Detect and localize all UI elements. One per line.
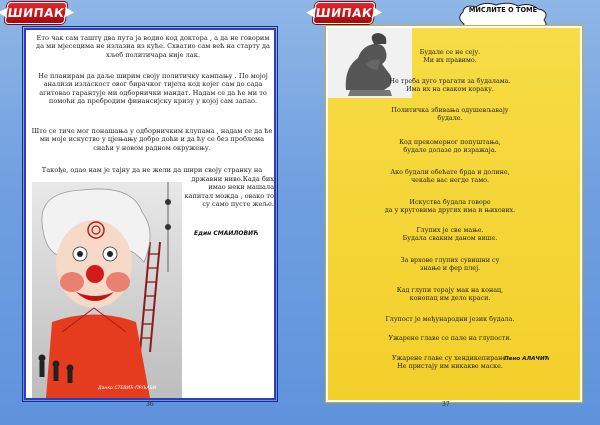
quote: Глупост је међународни језик будала. — [385, 315, 515, 323]
section-heading: МИСЛИТЕ О ТОМЕ — [468, 6, 538, 14]
quote: За врхове глупих сувишни су знање и фер плеј. — [400, 256, 500, 273]
wing-icon — [371, 7, 383, 18]
quote: Политичка збивања одушевљавају будале. — [391, 106, 509, 123]
wing-icon — [63, 7, 75, 18]
author-signature: Пено АЛАЧИЋ — [504, 356, 550, 362]
quote: Код прекомерног попуштања, будале долазе до изражаја. — [399, 138, 501, 155]
right-page — [300, 0, 600, 425]
logo-text: ШИПАК — [314, 6, 374, 20]
clown-caricature-image — [32, 182, 182, 398]
page-number: 37 — [442, 401, 450, 408]
quotes-panel — [328, 28, 580, 400]
paragraph: Ето чак сам таштү два пута ја водио код доктора , а да не говорим да ми мјесецима не излазиа из куће. Схватио сам већ на старту да хљеб политичара није лак. — [36, 34, 270, 59]
quote: Глупих је све мање. Будала сваким даном више. — [402, 226, 498, 243]
logo-text: ШИПАК — [6, 6, 66, 20]
quote: Кад глупи терају мак на конац, конопац им дело краси. — [396, 286, 504, 303]
quote: Искуства будала говоре да у круговима других има и њихових. — [384, 198, 516, 215]
paragraph: Што се тиче мог понашања у одборничким клупама , надам се да ће ми моје искуство у цјењању добро доћи и да ћу се без проблема снаћи у новом радном окружењу. — [31, 127, 273, 152]
quote: Будале се не сеју. Ми их правимо. — [419, 48, 481, 65]
quote: Ако будали обећате брда и долине, чекаће вас негде тамо. — [390, 168, 510, 185]
page-number: 36 — [146, 401, 154, 408]
author-signature: Един СМАИЛОВИЋ — [194, 230, 259, 237]
quote: Не треба дуго трагати за будалама. Има их на сваком кораку. — [389, 77, 511, 94]
paragraph: Такође, одао нам је тајну да не жели да шири своју странку на — [41, 166, 263, 174]
paragraph: државни ниво.Када бих имао неки машала капитал можда , овако то су само пусте жеље. — [184, 175, 274, 209]
article-box — [24, 28, 276, 400]
image-caption: Данко СТЕВИЋ-ПРЉАВИ — [98, 386, 157, 391]
magazine-logo — [312, 2, 375, 24]
magazine-logo — [4, 2, 67, 24]
paragraph: Не планирам да даље ширим своју политичку кампању . По мојој анализи изласкост овог бирачког тијела код којег сам до сада агитовао гарантује ми одборнички мандат. Надам се да ће ми то помоћи да пребродим финансијску кризу у којој сам запао. — [38, 72, 268, 106]
quote: Ужарене главе су хендикепиране. Не пристају им никакве маске. — [391, 354, 509, 371]
quote: Ужарене главе се пале на глупости. — [388, 334, 512, 342]
